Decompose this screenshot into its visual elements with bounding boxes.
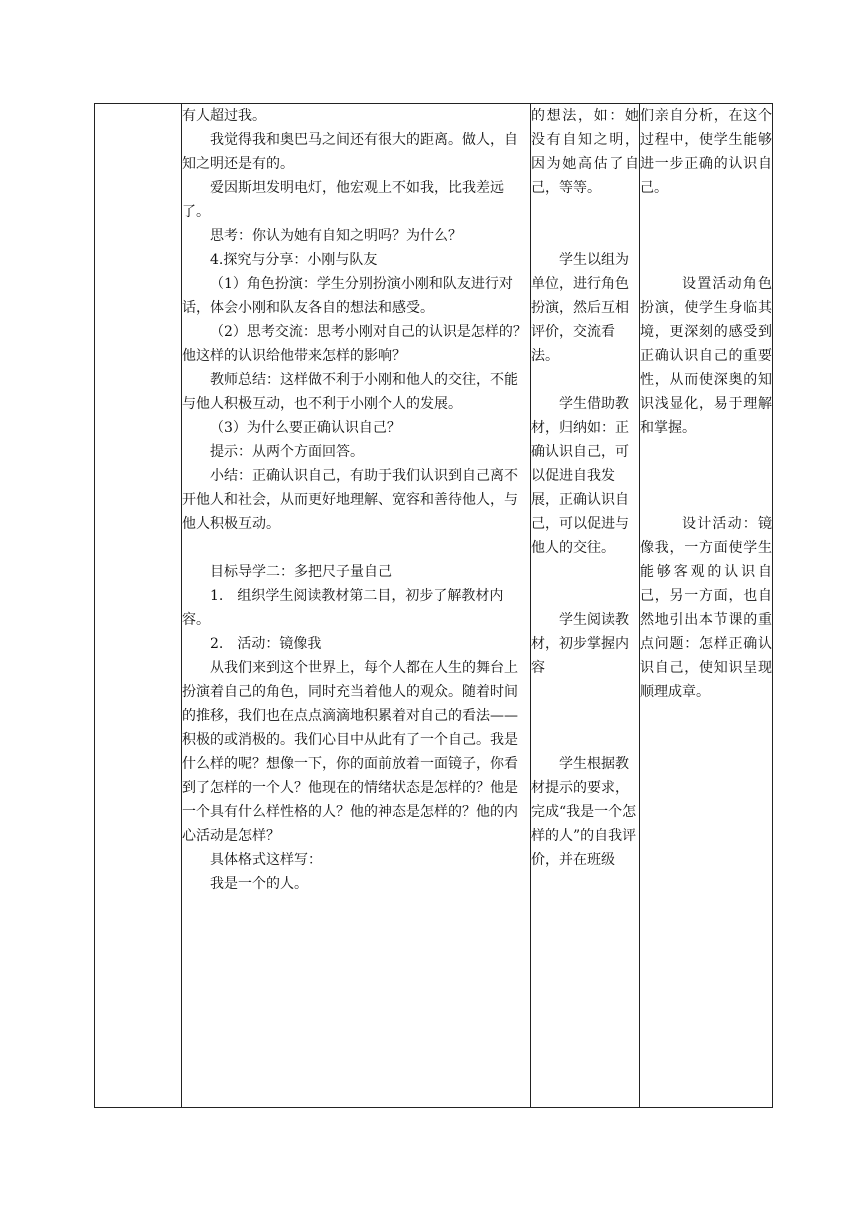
lesson-plan-table <box>94 103 773 1108</box>
spacer <box>531 368 639 392</box>
paragraph: 设计活动：镜像我，一方面使学生能够客观的认识自己，另一方面，也自然地引出本节课的重点问题：怎样正确认识自己，使知识呈现顺理成章。 <box>640 516 772 700</box>
paragraph: 的想法，如：她没有自知之明，因为她高估了自己，等等。 <box>531 108 639 196</box>
spacer <box>182 536 530 560</box>
spacer <box>640 200 772 224</box>
paragraph: 教师总结：这样做不利于小刚和他人的交往，不能与他人积极互动，也不利于小刚个人的发展。 <box>182 372 518 412</box>
spacer <box>531 584 639 608</box>
section-heading: 4.探究与分享：小刚与队友 <box>210 252 378 268</box>
paragraph: 学生根据教材提示的要求，完成“我是一个怎样的人”的自我评价，并在班级 <box>531 756 637 868</box>
student-activity-cell <box>531 104 640 1108</box>
section-heading: 目标导学二：多把尺子量自己 <box>210 564 392 580</box>
teacher-activity-cell <box>182 104 531 1108</box>
paragraph: 我是一个的人。 <box>210 876 308 892</box>
spacer <box>640 224 772 248</box>
spacer <box>640 248 772 272</box>
paragraph: 们亲自分析，在这个过程中，使学生能够进一步正确的认识自己。 <box>640 108 772 196</box>
paragraph: 小结：正确认识自己，有助于我们认识到自己离不开他人和社会，从而更好地理解、宽容和善待他人，与他人积极互动。 <box>182 468 518 532</box>
design-intent-cell <box>640 104 773 1108</box>
spacer <box>531 200 639 224</box>
table-row <box>95 104 773 1108</box>
spacer <box>640 440 772 464</box>
paragraph: （1）角色扮演：学生分别扮演小刚和队友进行对话，体会小刚和队友各自的想法和感受。 <box>182 276 513 316</box>
paragraph: 学生以组为单位，进行角色扮演，然后互相评价，交流看法。 <box>531 252 629 364</box>
paragraph: （2）思考交流：思考小刚对自己的认识是怎样的？他这样的认识给他带来怎样的影响？ <box>182 324 527 364</box>
paragraph: 从我们来到这个世界上，每个人都在人生的舞台上扮演着自己的角色，同时充当着他人的观众。随着时间的推移，我们也在点点滴滴地积累着对自己的看法——积极的或消极的。我们心目中从此有了一个自己。我是什么样的呢？想像一下，你的面前放着一面镜子，你看到了怎样的一个人？他现在的情绪状态是怎样的？他是一个具有什么样性格的人？他的神态是怎样的？他的内心活动是怎样？ <box>182 660 518 844</box>
paragraph: （3）为什么要正确认识自己？ <box>210 420 401 436</box>
paragraph: 学生借助教材，归纳如：正确认识自己，可以促进自我发展，正确认识自己，可以促进与他人的交往。 <box>531 396 629 556</box>
paragraph: 爱因斯坦发明电灯，他宏观上不如我，比我差远了。 <box>182 180 504 220</box>
paragraph: 有人超过我。 <box>182 108 266 124</box>
spacer <box>640 464 772 488</box>
paragraph: 2. 活动：镜像我 <box>210 636 322 652</box>
paragraph: 1. 组织学生阅读教材第二目，初步了解教材内容。 <box>182 588 504 628</box>
paragraph: 我觉得我和奥巴马之间还有很大的距离。做人，自知之明还是有的。 <box>182 132 518 172</box>
spacer <box>640 488 772 512</box>
spacer <box>531 704 639 728</box>
spacer <box>531 728 639 752</box>
spacer <box>531 560 639 584</box>
paragraph: 具体格式这样写： <box>210 852 322 868</box>
paragraph: 学生阅读教材，初步掌握内容 <box>531 612 629 676</box>
paragraph: 设置活动角色扮演，使学生身临其境，更深刻的感受到正确认识自己的重要性，从而使深奥的知识浅显化，易于理解和掌握。 <box>640 276 772 436</box>
paragraph: 提示：从两个方面回答。 <box>210 444 364 460</box>
section-cell <box>95 104 182 1108</box>
paragraph: 思考：你认为她有自知之明吗？为什么？ <box>210 228 462 244</box>
spacer <box>531 680 639 704</box>
spacer <box>531 224 639 248</box>
